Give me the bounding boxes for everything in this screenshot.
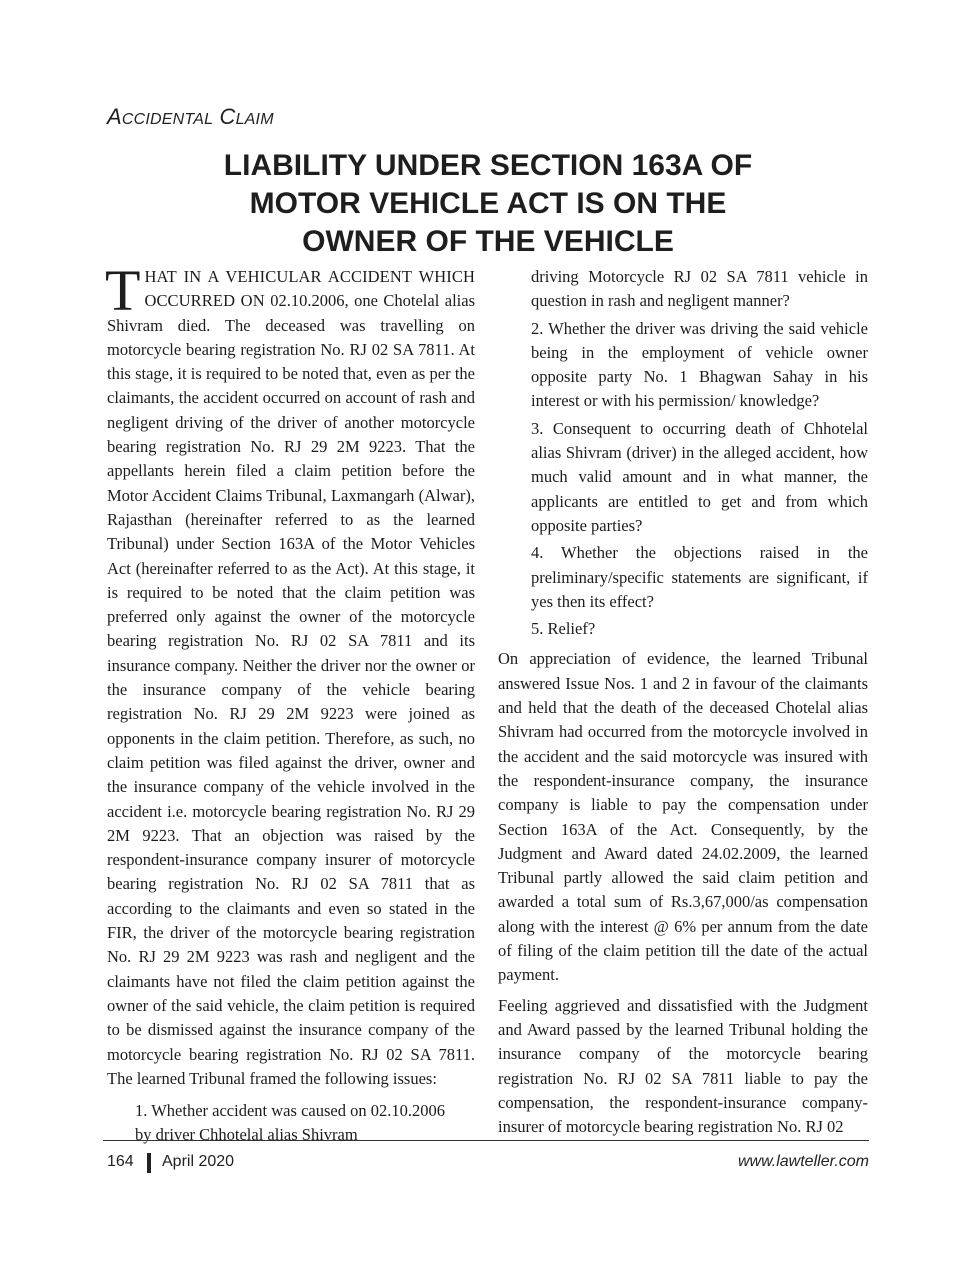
title-line-1: LIABILITY UNDER SECTION 163A OF <box>223 149 753 182</box>
issue-1-part-1: 1. Whether accident was caused on 02.10.2006 by driver Chhotelal alias Shivram <box>135 1101 445 1145</box>
drop-cap: T <box>105 258 141 323</box>
section-label-first-rest: CCIDENTAL <box>121 111 214 128</box>
section-label-second-cap: C <box>219 104 236 129</box>
issue-5: 5. Relief? <box>531 619 596 639</box>
title-line-2: MOTOR VEHICLE ACT IS ON THE <box>249 187 727 220</box>
issue-2: 2. Whether the driver was driving the said vehicle being in the employment of vehicle owner opposite party No. 1 Bhagwan Sahay in his interest or with his permission/ knowledge? <box>531 318 868 411</box>
right-column <box>498 265 868 1139</box>
issue-date: April 2020 <box>162 1153 235 1170</box>
article-title <box>107 147 869 261</box>
title-line-3: OWNER OF THE VEHICLE <box>302 225 674 258</box>
website-link[interactable]: www.lawteller.com <box>738 1153 869 1170</box>
paragraph-aggrieved: Feeling aggrieved and dissatisfied with the Judgment and Award passed by the learned Tribunal holding the insurance company of the motorcycle bearing registration No. RJ 02 SA 7811 liable to pay the compensation, the respondent-insurance company-insurer of motorcycle bearing registration No. RJ 02 <box>498 995 868 1137</box>
lead-paragraph <box>105 258 476 1091</box>
issue-4: 4. Whether the objections raised in the preliminary/specific statements are significant, if yes then its effect? <box>531 543 868 611</box>
issue-3: 3. Consequent to occurring death of Chhotelal alias Shivram (driver) in the alleged accident, how much valid amount and in what manner, the applicants are entitled to get and from which opposite parties? <box>531 418 868 535</box>
section-label <box>107 104 274 130</box>
footer-rule <box>103 1140 869 1141</box>
footer-separator-bar <box>147 1153 151 1173</box>
lead-body: 02.10.2006, one Chotelal alias Shivram died. The deceased was travelling on motorcycle bearing registration No. RJ 02 SA 7811. At this stage, it is required to be noted that, even as per the claimants, the accident occurred on account of rash and negligent driving of the driver of another motorcycle bearing registration No. RJ 29 2M 9223. That the appellants herein filed a claim petition before the Motor Accident Claims Tribunal, Laxmangarh (Alwar), Rajasthan (hereinafter referred to as the learned Tribunal) under Section 163A of the Motor Vehicles Act (hereinafter referred to as the Act). At this stage, it is required to be noted that the claim petition was preferred only against the owner of the motorcycle bearing registration No. RJ 02 SA 7811 and its insurance company. Neither the driver nor the owner or the insurance company of the vehicle bearing registration No. RJ 29 2M 9223 were joined as opponents in the claim petition. Therefore, as such, no claim petition was filed against the driver, owner and the insurance company of the vehicle involved in the accident i.e. motorcycle bearing registration No. RJ 29 2M 9223. That an objection was raised by the respondent-insurance company insurer of motorcycle bearing registration No. RJ 02 SA 7811 that as according to the claimants and even so stated in the FIR, the driver of the motorcycle bearing registration No. RJ 29 2M 9223 was rash and negligent and the claimants have not filed the claim petition against the owner of the said vehicle, the claim petition is required to be dismissed against the insurance company of the motorcycle bearing registration No. RJ 02 SA 7811. The learned Tribunal framed the following issues: <box>107 291 476 1088</box>
page-footer <box>107 1153 869 1175</box>
paragraph-appreciation: On appreciation of evidence, the learned Tribunal answered Issue Nos. 1 and 2 in favour of the claimants and held that the death of the deceased Chotelal alias Shivram had occurred from the motorcycle involved in the accident and the said motorcycle was insured with the respondent-insurance company, the insurance company is liable to pay the compensation under Section 163A of the Act. Consequently, by the Judgment and Award dated 24.02.2009, the learned Tribunal partly allowed the said claim petition and awarded a total sum of Rs.3,67,000/as compensation along with the interest @ 6% per annum from the date of filing of the claim petition till the date of the actual payment. <box>498 649 868 985</box>
section-label-second-rest: LAIM <box>235 111 274 128</box>
left-column <box>105 258 476 1148</box>
issue-1-part-2: driving Motorcycle RJ 02 SA 7811 vehicle in question in rash and negligent manner? <box>531 267 868 311</box>
lead-caps: HAT IN A VEHICULAR ACCIDENT WHICH OCCURRED ON <box>144 267 475 311</box>
section-label-first-cap: A <box>107 104 122 129</box>
page-number: 164 <box>107 1153 134 1170</box>
